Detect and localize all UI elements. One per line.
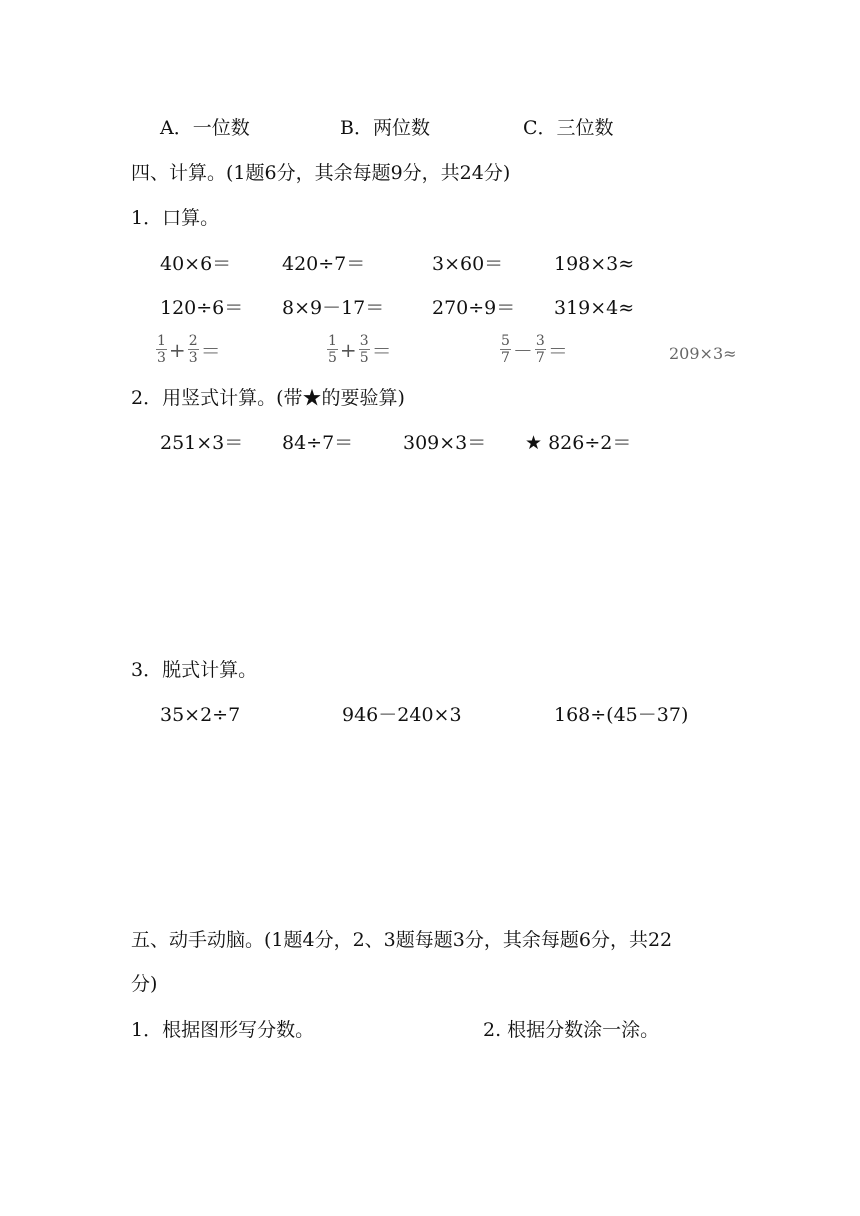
section5-q1: 1．根据图形写分数。 — [131, 1019, 315, 1041]
q3-title: 3．脱式计算。 — [131, 659, 258, 681]
q1-item: 3×60＝ — [432, 253, 504, 275]
q2-item: ★ 826÷2＝ — [525, 432, 632, 454]
q2-item: 309×3＝ — [403, 432, 487, 454]
q1-item: 120÷6＝ — [160, 297, 244, 319]
q1-item: 270÷9＝ — [432, 297, 516, 319]
fraction-expression: $\frac{5}{7}$ － $\frac{3}{7}$ ＝ — [501, 333, 568, 366]
q3-item: 946－240×3 — [342, 704, 462, 726]
choice-c: C．三位数 — [523, 117, 614, 139]
choice-b: B．两位数 — [340, 117, 430, 139]
q2-item: 84÷7＝ — [282, 432, 354, 454]
fraction-expression: $\frac{1}{3}$ + $\frac{2}{3}$ ＝ — [157, 333, 221, 366]
q1-title: 1．口算。 — [131, 207, 220, 229]
fraction: $\frac{5}{7}$ — [501, 333, 510, 366]
fraction: $\frac{3}{7}$ — [535, 333, 545, 366]
section5-q2: 2. 根据分数涂一涂。 — [483, 1019, 660, 1041]
q1-item: 420÷7＝ — [282, 253, 366, 275]
q1-item: 319×4≈ — [554, 297, 635, 319]
q1-item: 198×3≈ — [554, 253, 635, 275]
q1-item: 209×3≈ — [669, 344, 737, 363]
q3-item: 168÷(45－37) — [554, 704, 689, 726]
q1-item: 40×6＝ — [160, 253, 232, 275]
section5-title-cont: 分) — [131, 973, 158, 995]
q3-item: 35×2÷7 — [160, 704, 241, 726]
fraction: $\frac{1}{3}$ — [157, 333, 166, 366]
section5-title: 五、动手动脑。(1题4分，2、3题每题3分，其余每题6分，共22 — [131, 929, 673, 951]
q2-item: 251×3＝ — [160, 432, 244, 454]
section4-title: 四、计算。(1题6分，其余每题9分，共24分) — [131, 162, 511, 184]
fraction: $\frac{3}{5}$ — [359, 333, 369, 366]
q2-title: 2．用竖式计算。(带★的要验算) — [131, 387, 405, 409]
choice-a: A．一位数 — [160, 117, 250, 139]
q1-item: 8×9－17＝ — [282, 297, 385, 319]
fraction-expression: $\frac{1}{5}$ + $\frac{3}{5}$ ＝ — [328, 333, 392, 366]
fraction: $\frac{2}{3}$ — [188, 333, 198, 366]
fraction: $\frac{1}{5}$ — [328, 333, 337, 366]
